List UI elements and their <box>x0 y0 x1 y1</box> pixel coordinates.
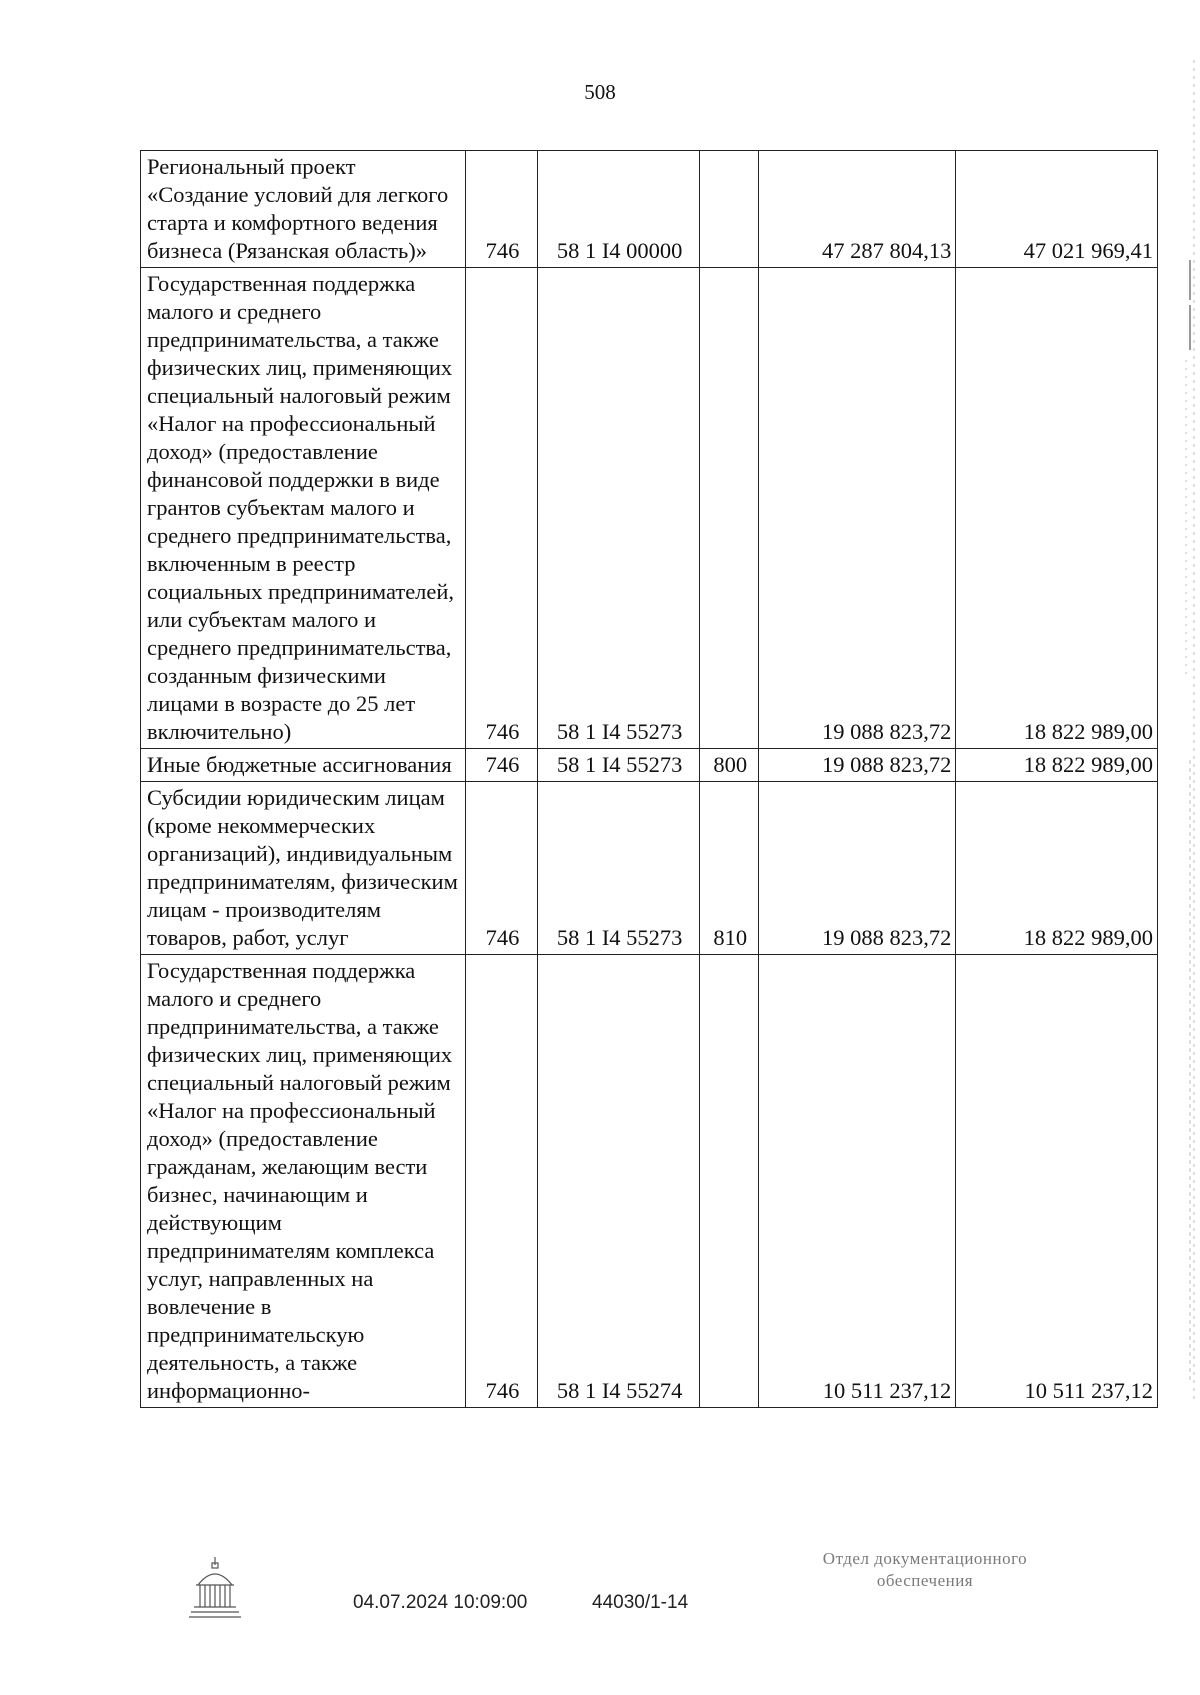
scan-edge-marks <box>1178 60 1200 1400</box>
row-gr-code: 746 <box>466 955 538 1408</box>
row-csr-code: 58 1 I4 00000 <box>537 151 700 268</box>
row-vr-code: 800 <box>700 749 759 782</box>
row-csr-code: 58 1 I4 55273 <box>537 268 700 749</box>
budget-table <box>140 150 1158 1408</box>
table-row <box>141 782 1158 955</box>
page-number: 508 <box>584 80 616 104</box>
row-gr-code: 746 <box>466 268 538 749</box>
row-sum-2: 18 822 989,00 <box>956 782 1158 955</box>
row-name: Государственная поддержка малого и среднего предпринимательства, а также физических лиц, применяющих специальный налоговый режим «Налог на профессиональный доход» (предоставление гражданам, желающим вести бизнес, начинающим и действующим предпринимателям комплекса услуг, направленных на вовлечение в предпринимательскую деятельность, а также информационно- <box>141 955 466 1408</box>
duma-building-logo-icon <box>188 1555 242 1623</box>
row-vr-code: 810 <box>700 782 759 955</box>
row-name: Региональный проект «Создание условий для легкого старта и комфортного ведения бизнеса (Рязанская область)» <box>141 151 466 268</box>
row-gr-code: 746 <box>466 151 538 268</box>
row-vr-code <box>700 955 759 1408</box>
table-row <box>141 268 1158 749</box>
row-gr-code: 746 <box>466 749 538 782</box>
row-name: Иные бюджетные ассигнования <box>141 749 466 782</box>
row-sum-1: 19 088 823,72 <box>758 749 955 782</box>
row-csr-code: 58 1 I4 55273 <box>537 782 700 955</box>
row-sum-2: 18 822 989,00 <box>956 268 1158 749</box>
row-vr-code <box>700 268 759 749</box>
row-sum-1: 47 287 804,13 <box>758 151 955 268</box>
row-name: Государственная поддержка малого и среднего предпринимательства, а также физических лиц, применяющих специальный налоговый режим «Налог на профессиональный доход» (предоставление финансовой поддержки в виде грантов субъектам малого и среднего предпринимательства, включенным в реестр социальных предпринимателей, или субъектам малого и среднего предпринимательства, созданным физическими лицами в возрасте до 25 лет включительно) <box>141 268 466 749</box>
row-gr-code: 746 <box>466 782 538 955</box>
row-sum-1: 10 511 237,12 <box>758 955 955 1408</box>
row-sum-2: 10 511 237,12 <box>956 955 1158 1408</box>
table-row <box>141 151 1158 268</box>
table-row <box>141 749 1158 782</box>
row-name: Субсидии юридическим лицам (кроме некоммерческих организаций), индивидуальным предпринимателям, физическим лицам - производителям товаров, работ, услуг <box>141 782 466 955</box>
footer-datetime: 04.07.2024 10:09:00 <box>353 1592 528 1613</box>
stamp <box>760 1548 1090 1592</box>
row-sum-1: 19 088 823,72 <box>758 268 955 749</box>
row-csr-code: 58 1 I4 55273 <box>537 749 700 782</box>
row-vr-code <box>700 151 759 268</box>
stamp-line-1: Отдел документационного <box>822 1549 1028 1568</box>
row-sum-1: 19 088 823,72 <box>758 782 955 955</box>
row-sum-2: 18 822 989,00 <box>956 749 1158 782</box>
footer-doc-number: 44030/1-14 <box>592 1592 689 1613</box>
stamp-line-2: обеспечения <box>876 1571 974 1590</box>
table-row <box>141 955 1158 1408</box>
row-sum-2: 47 021 969,41 <box>956 151 1158 268</box>
row-csr-code: 58 1 I4 55274 <box>537 955 700 1408</box>
